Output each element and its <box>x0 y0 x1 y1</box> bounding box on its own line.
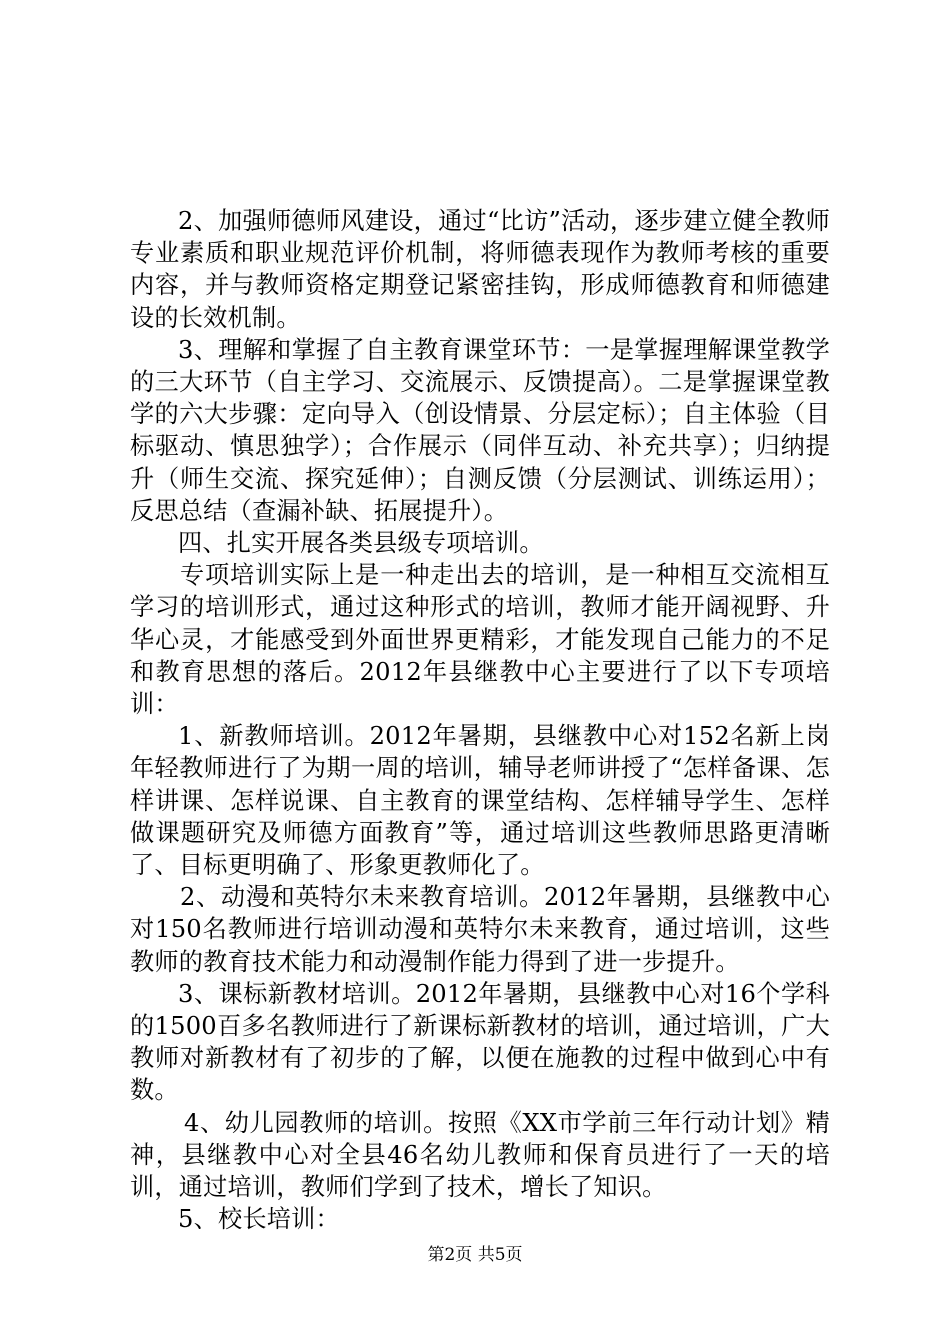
document-body <box>130 205 830 1236</box>
page-footer <box>0 1244 950 1266</box>
paragraph-new-teacher-training: 1、新教师培训。2012年暑期，县继教中心对152名新上岗年轻教师进行了为期一周的培训，辅导老师讲授了“怎样备课、怎样讲课、怎样说课、自主教育的课堂结构、怎样辅导学生、怎样做课题研究及师德方面教育”等，通过培训这些教师思路更清晰了、目标更明确了、形象更教师化了。 <box>130 722 830 880</box>
paragraph-kindergarten-training: 4、幼儿园教师的培训。按照《XX市学前三年行动计划》精神，县继教中心对全县46名幼儿教师和保育员进行了一天的培训，通过培训，教师们学到了技术，增长了知识。 <box>130 1108 830 1202</box>
paragraph-teacher-ethics: 2、加强师德师风建设，通过“比访”活动，逐步建立健全教师专业素质和职业规范评价机制，将师德表现作为教师考核的重要内容，并与教师资格定期登记紧密挂钩，形成师德教育和师德建设的长效机制。 <box>130 207 830 332</box>
paragraph-classroom-steps: 3、理解和掌握了自主教育课堂环节：一是掌握理解课堂教学的三大环节（自主学习、交流展示、反馈提高）。二是掌握课堂教学的六大步骤：定向导入（创设情景、分层定标）；自主体验（目标驱动、慎思独学）；合作展示（同伴互动、补充共享）；归纳提升（师生交流、探究延伸）；自测反馈（分层测试、训练运用）；反思总结（查漏补缺、拓展提升）。 <box>130 335 830 525</box>
paragraph-animation-intel-training: 2、动漫和英特尔未来教育培训。2012年暑期，县继教中心对150名教师进行培训动漫和英特尔未来教育，通过培训，这些教师的教育技术能力和动漫制作能力得到了进一步提升。 <box>130 883 830 976</box>
page-number: 第2页 共5页 <box>427 1245 523 1265</box>
section-heading-special-training: 四、扎实开展各类县级专项培训。 <box>178 529 544 558</box>
paragraph-curriculum-training: 3、课标新教材培训。2012年暑期，县继教中心对16个学科的1500百多名教师进行了新课标新教材的培训，通过培训，广大教师对新教材有了初步的了解，以便在施教的过程中做到心中有数。 <box>130 979 830 1105</box>
paragraph-special-training-intro: 专项培训实际上是一种走出去的培训，是一种相互交流相互学习的培训形式，通过这种形式的培训，教师才能开阔视野、升华心灵，才能感受到外面世界更精彩，才能发现自己能力的不足和教育思想的落后。2012年县继教中心主要进行了以下专项培训： <box>130 561 830 719</box>
paragraph-principal-training: 5、校长培训： <box>178 1205 340 1234</box>
